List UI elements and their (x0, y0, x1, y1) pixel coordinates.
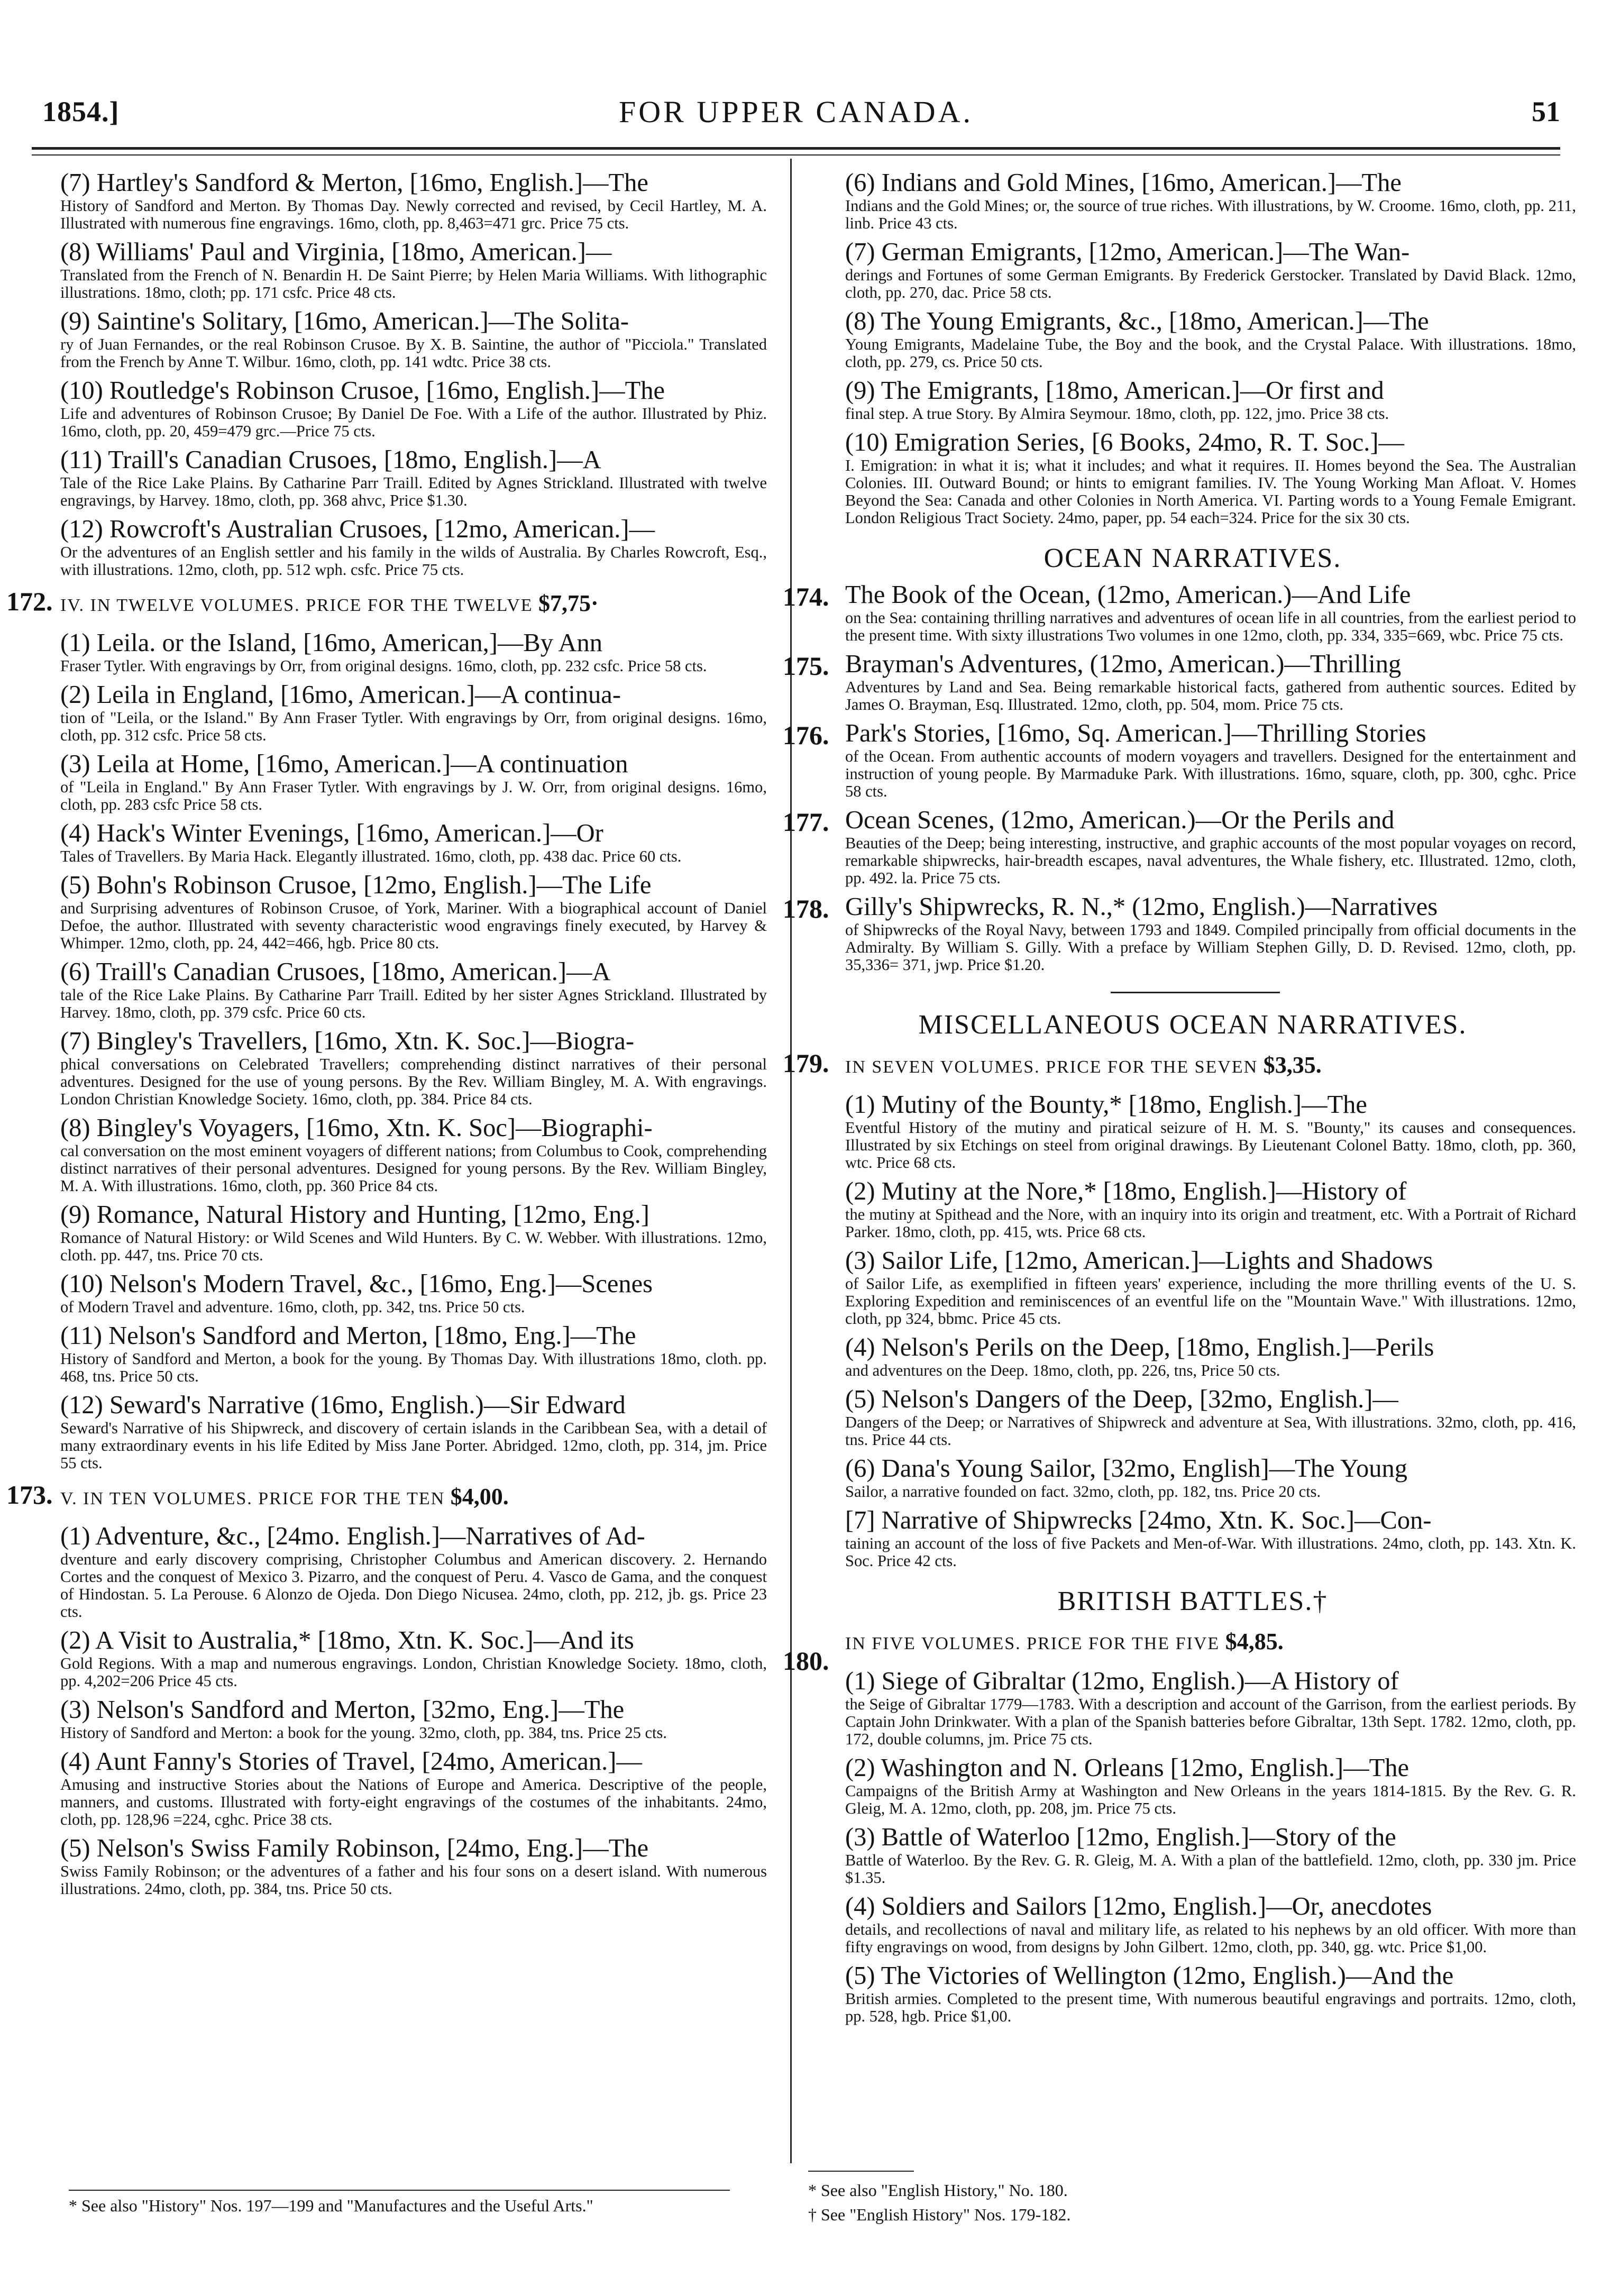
catalog-entry (783, 1892, 1576, 1956)
british-battles-list (783, 1667, 1576, 2025)
entry-description: Sailor, a narrative founded on fact. 32mo, cloth, pp. 182, tns. Price 20 cts. (845, 1483, 1321, 1501)
entry-title: (5) Bohn's Robinson Crusoe, [12mo, English.]—The Life (60, 871, 652, 899)
entry-title: (1) Mutiny of the Bounty,* [18mo, English.]—The (845, 1091, 1367, 1119)
entry-description: derings and Fortunes of some German Emigrants. By Frederick Gerstocker. Translated by David Black. 12mo, cloth, pp. 270, dac. Price 58 cts. (845, 266, 1576, 301)
catalog-entry (16, 307, 767, 371)
catalog-entry (783, 580, 1576, 644)
footnote: † See "English History" Nos. 179-182. (808, 2205, 1071, 2224)
entry-title: Brayman's Adventures, (12mo, American.)—Thrilling (845, 650, 1402, 678)
catalog-entry (16, 957, 767, 1021)
entry-description: Dangers of the Deep; or Narratives of Shipwreck and adventure at Sea, With illustrations. 32mo, cloth, pp. 416, tns. Price 44 cts. (845, 1413, 1576, 1449)
section-number: 179. (783, 1048, 829, 1078)
catalog-entry (16, 1695, 767, 1742)
entry-title: (1) Adventure, &c., [24mo. English.]—Narratives of Ad- (60, 1522, 645, 1550)
entry-description: of Sailor Life, as exemplified in fifteen years' experience, including the more thrilling events of the U. S. Exploring Expedition and reminiscences of an eventful life on the "Mountain Wave." With illustrations. 12mo, cloth, pp 324, bbmc. Price 45 cts. (845, 1275, 1576, 1328)
entry-title: (3) Nelson's Sandford and Merton, [32mo, Eng.]—The (60, 1696, 625, 1724)
catalog-entry (783, 719, 1576, 800)
left-column (6, 168, 767, 1903)
catalog-entry (783, 1506, 1576, 1570)
entry-description: Tales of Travellers. By Maria Hack. Elegantly illustrated. 16mo, cloth, pp. 438 dac. Price 60 cts. (60, 847, 682, 865)
page-number: 51 (1532, 96, 1560, 127)
entry-description: Romance of Natural History: or Wild Scenes and Wild Hunters. By C. W. Webber. With illustrations. 12mo, cloth. pp. 447, tns. Price 70 cts. (60, 1229, 767, 1264)
entry-description: Campaigns of the British Army at Washington and New Orleans in the years 1814-1815. By the Rev. G. R. Gleig, M. A. 12mo, cloth, pp. 208, jm. Price 75 cts. (845, 1782, 1576, 1817)
entry-description: dventure and early discovery comprising, Christopher Columbus and American discovery. 2. Hernando Cortes and the conquest of Mexico 3. Pizarro, and the conquest of Peru. 4. Vasco de Gama, and the conquest of Hindostan. 5. La Perouse. 6 Alonzo de Ojeda. Don Diego Nicusea. 24mo, cloth, pp. 212, jb. gs. Price 23 cts. (60, 1550, 767, 1621)
entry-description: on the Sea: containing thrilling narratives and adventures of ocean life in all countries, from the earliest period to the present time. With sixty illustrations Two volumes in one 12mo, cloth, pp. 334, 335=669, wbc. Price 75 cts. (845, 609, 1576, 644)
right-footnote-rule (808, 2171, 914, 2172)
catalog-entry (783, 1385, 1576, 1449)
entry-description: History of Sandford and Merton. By Thomas Day. Newly corrected and revised, by Cecil Hartley, M. A. Illustrated with numerous fine engravings. 16mo, cloth, pp. 8,463=471 grc. Price 75 cts. (60, 197, 767, 232)
header-rule-thin (32, 154, 1560, 155)
section-172-heading (6, 587, 767, 619)
catalog-entry (783, 892, 1576, 974)
entry-description: of the Ocean. From authentic accounts of modern voyagers and travellers. Designed for the entertainment and instruction of young people. By Marmaduke Park. With illustrations. 16mo, square, cloth, pp. 300, cghc. Price 58 cts. (845, 747, 1576, 800)
section-price: $4,85. (1225, 1629, 1284, 1654)
entry-description: Swiss Family Robinson; or the adventures of a father and his four sons on a desert island. With numerous illustrations. 24mo, cloth, pp. 384, tns. Price 50 cts. (60, 1862, 767, 1898)
misc-ocean-title: MISCELLANEOUS OCEAN NARRATIVES. (918, 1010, 1467, 1040)
page-header (32, 90, 1560, 138)
entry-title: (4) Nelson's Perils on the Deep, [18mo, English.]—Perils (845, 1333, 1434, 1361)
catalog-entry (16, 445, 767, 509)
entry-description: the mutiny at Spithead and the Nore, with an inquiry into its origin and treatment, etc. With a Portrait of Richard Parker. 18mo, cloth, pp. 415, wts. Price 68 cts. (845, 1205, 1576, 1241)
misc-ocean-list (783, 1090, 1576, 1570)
catalog-entry (783, 1177, 1576, 1241)
catalog-entry (16, 237, 767, 301)
catalog-entry (783, 307, 1576, 371)
entry-number: 175. (783, 651, 829, 681)
section-label: IN FIVE VOLUMES. PRICE FOR THE FIVE (845, 1634, 1220, 1653)
entry-title: (12) Rowcroft's Australian Crusoes, [12mo, American.]— (60, 515, 655, 543)
section-173-heading (6, 1480, 767, 1512)
entry-description: Gold Regions. With a map and numerous engravings. London, Christian Knowledge Society. 18mo, cloth, pp. 4,202=206 Price 45 cts. (60, 1654, 767, 1690)
catalog-entry (16, 1269, 767, 1316)
entry-title: (11) Nelson's Sandford and Merton, [18mo, Eng.]—The (60, 1322, 636, 1350)
catalog-entry (783, 1333, 1576, 1379)
entry-description: Eventful History of the mutiny and piratical seizure of H. M. S. "Bounty," its causes and consequences. Illustrated by six Etchings on steel from original drawings. By Lieutenant Colonel Batty. 18mo, cloth, pp. 360, wtc. Price 68 cts. (845, 1119, 1576, 1172)
entry-description: Or the adventures of an English settler and his family in the wilds of Australia. By Charles Rowcroft, Esq., with illustrations. 12mo, cloth, pp. 512 wph. csfc. Price 75 cts. (60, 543, 767, 579)
right-column (783, 168, 1576, 2030)
catalog-entry (16, 628, 767, 675)
entry-description: Adventures by Land and Sea. Being remarkable historical facts, gathered from authentic sources. Edited by James O. Brayman, Esq. Illustrated. 12mo, cloth, pp. 504, mom. Price 75 cts. (845, 678, 1576, 714)
entry-title: (2) A Visit to Australia,* [18mo, Xtn. K. Soc.]—And its (60, 1626, 634, 1654)
entry-description: Battle of Waterloo. By the Rev. G. R. Gleig, M. A. With a plan of the battlefield. 12mo, cloth, pp. 330 jm. Price $1.35. (845, 1851, 1576, 1887)
entry-title: (4) Aunt Fanny's Stories of Travel, [24mo, American.]— (60, 1748, 642, 1776)
catalog-entry (783, 1667, 1576, 1748)
catalog-entry (783, 376, 1576, 423)
entry-title: (6) Traill's Canadian Crusoes, [18mo, American.]—A (60, 958, 611, 986)
entry-description: History of Sandford and Merton, a book for the young. By Thomas Day. With illustrations 18mo, cloth. pp. 468, tns. Price 50 cts. (60, 1350, 767, 1385)
section-label: V. IN TEN VOLUMES. PRICE FOR THE TEN (60, 1489, 445, 1508)
entry-description: Seward's Narrative of his Shipwreck, and discovery of certain islands in the Caribbean Sea, with a detail of many extraordinary events in his life Edited by Miss Jane Porter. Abridged. 12mo, cloth, pp. 314, jm. Price 55 cts. (60, 1419, 767, 1472)
left-block-3 (16, 1522, 767, 1898)
entry-description: Translated from the French of N. Benardin H. De Saint Pierre; by Helen Maria Williams. With lithographic illustrations. 18mo, cloth; pp. 171 csfc. Price 48 cts. (60, 266, 767, 301)
entry-title: (10) Emigration Series, [6 Books, 24mo, R. T. Soc.]— (845, 428, 1405, 456)
catalog-entry (783, 1961, 1576, 2025)
entry-number: 174. (783, 582, 829, 611)
entry-description: History of Sandford and Merton: a book for the young. 32mo, cloth, pp. 384, tns. Price 25 cts. (60, 1724, 667, 1742)
footnote: * See also "English History," No. 180. (808, 2181, 1068, 2200)
catalog-entry (16, 1626, 767, 1690)
entry-title: (3) Battle of Waterloo [12mo, English.]—Story of the (845, 1823, 1396, 1851)
left-footnote-rule (69, 2190, 730, 2191)
section-price: $3,35. (1263, 1052, 1322, 1078)
catalog-entry (783, 237, 1576, 301)
entry-description: I. Emigration: in what it is; what it includes; and what it requires. II. Homes beyond the Sea. The Australian Colonies. III. Outward Bound; or hints to emigrant families. IV. The Young Working Man Afloat. V. Homes Beyond the Sea: Canada and other Colonies in North America. VI. Parting words to a Young Female Emigrant. London Religious Tract Society. 24mo, paper, pp. 54 each=324. Price for the six 30 cts. (845, 456, 1576, 527)
entry-description: Young Emigrants, Madelaine Tube, the Boy and the book, and the Crystal Palace. With illustrations. 18mo, cloth, pp. 279, cs. Price 50 cts. (845, 335, 1576, 371)
catalog-entry (16, 1113, 767, 1195)
entry-title: (7) German Emigrants, [12mo, American.]—The Wan- (845, 238, 1410, 266)
section-number: 180. (783, 1646, 829, 1676)
entry-title: (4) Hack's Winter Evenings, [16mo, American.]—Or (60, 819, 603, 847)
entry-description: of Shipwrecks of the Royal Navy, between 1793 and 1849. Compiled principally from official documents in the Admiralty. By William S. Gilly. With a preface by William Stephen Gilly, D. D. Revised. 12mo, cloth, pp. 35,336= 371, jwp. Price $1.20. (845, 921, 1576, 974)
entry-description: British armies. Completed to the present time, With numerous beautiful engravings and portraits. 12mo, cloth, pp. 528, hgb. Price $1,00. (845, 1990, 1576, 2025)
entry-title: (9) The Emigrants, [18mo, American.]—Or first and (845, 377, 1384, 405)
entry-title: Gilly's Shipwrecks, R. N.,* (12mo, English.)—Narratives (845, 893, 1438, 921)
catalog-entry (783, 428, 1576, 527)
entry-title: Ocean Scenes, (12mo, American.)—Or the Perils and (845, 806, 1395, 834)
catalog-entry (783, 1823, 1576, 1887)
entry-description: Fraser Tytler. With engravings by Orr, from original designs. 16mo, cloth, pp. 232 csfc. Price 58 cts. (60, 657, 707, 675)
catalog-entry (783, 650, 1576, 714)
entry-title: (7) Bingley's Travellers, [16mo, Xtn. K. Soc.]—Biogra- (60, 1027, 635, 1055)
section-divider (1111, 992, 1280, 993)
entry-description: Life and adventures of Robinson Crusoe; By Daniel De Foe. With a Life of the author. Illustrated by Phiz. 16mo, cloth, pp. 20, 459=479 grc.—Price 75 cts. (60, 405, 767, 440)
catalog-entry (16, 1834, 767, 1898)
entry-title: (9) Saintine's Solitary, [16mo, American.]—The Solita- (60, 307, 629, 335)
catalog-entry (16, 871, 767, 952)
entry-description: final step. A true Story. By Almira Seymour. 18mo, cloth, pp. 122, jmo. Price 38 cts. (845, 405, 1389, 423)
entry-title: (10) Nelson's Modern Travel, &c., [16mo, Eng.]—Scenes (60, 1270, 653, 1298)
left-block-1 (16, 168, 767, 579)
entry-title: (6) Dana's Young Sailor, [32mo, English]—The Young (845, 1455, 1408, 1483)
section-price: $7,75· (538, 590, 599, 616)
entry-description: Tale of the Rice Lake Plains. By Catharine Parr Traill. Edited by Agnes Strickland. Illustrated with twelve engravings, by Harvey. 18mo, cloth, pp. 368 ahvc, Price $1.30. (60, 474, 767, 509)
entry-number: 177. (783, 807, 829, 837)
british-battles-title: BRITISH BATTLES.† (1057, 1586, 1328, 1616)
entry-title: (7) Hartley's Sandford & Merton, [16mo, English.]—The (60, 169, 648, 197)
entry-title: (3) Leila at Home, [16mo, American.]—A continuation (60, 750, 628, 778)
entry-title: (4) Soldiers and Sailors [12mo, English.]—Or, anecdotes (845, 1892, 1432, 1920)
right-block-1 (783, 168, 1576, 527)
entry-title: (8) The Young Emigrants, &c., [18mo, American.]—The (845, 307, 1429, 335)
entry-description: and adventures on the Deep. 18mo, cloth, pp. 226, tns, Price 50 cts. (845, 1361, 1280, 1379)
catalog-entry (783, 1454, 1576, 1501)
entry-description: details, and recollections of naval and military life, as related to his nephews by an old officer. With more than fifty engravings on wood, from designs by John Gilbert. 12mo, cloth, pp. 340, gg. wtc. Price $1,00. (845, 1920, 1576, 1956)
entry-title: (2) Mutiny at the Nore,* [18mo, English.]—History of (845, 1177, 1407, 1205)
catalog-entry (783, 806, 1576, 887)
entry-description: phical conversations on Celebrated Travellers; comprehending distinct narratives of their personal adventures. Designed for the use of young persons. By the Rev. William Bingley, M. A. With engravings. London Christian Knowledge Society. 16mo, cloth, pp. 384. Price 84 cts. (60, 1055, 767, 1108)
section-label: IN SEVEN VOLUMES. PRICE FOR THE SEVEN (845, 1057, 1258, 1077)
catalog-entry (16, 1321, 767, 1385)
right-footnotes (808, 2178, 1070, 2227)
section-number: 173. (6, 1480, 53, 1510)
entry-title: (5) Nelson's Dangers of the Deep, [32mo, English.]— (845, 1385, 1398, 1413)
entry-title: (11) Traill's Canadian Crusoes, [18mo, English.]—A (60, 446, 601, 474)
entry-title: (12) Seward's Narrative (16mo, English.)—Sir Edward (60, 1391, 626, 1419)
catalog-entry (16, 1027, 767, 1108)
entry-description: Beauties of the Deep; being interesting, instructive, and graphic accounts of the most popular voyages on record, remarkable shipwrecks, hair-breadth escapes, naval adventures, the Whale fishery, etc. Illustrated. 12mo, cloth, pp. 492. la. Price 75 cts. (845, 834, 1576, 887)
entry-description: Amusing and instructive Stories about the Nations of Europe and America. Descriptive of the people, manners, and customs. Illustrated with forty-eight engravings of the costumes of the inhabitants. 24mo, cloth, pp. 128,96 =224, cghc. Price 38 cts. (60, 1776, 767, 1828)
entry-description: taining an account of the loss of five Packets and Men-of-War. With illustrations. 24mo, cloth, pp. 143. Xtn. K. Soc. Price 42 cts. (845, 1534, 1576, 1570)
entry-title: (1) Siege of Gibraltar (12mo, English.)—A History of (845, 1667, 1399, 1695)
catalog-entry (16, 515, 767, 579)
left-footnote: * See also "History" Nos. 197—199 and "Manufactures and the Useful Arts." (69, 2196, 593, 2215)
section-number: 172. (6, 587, 53, 616)
entry-title: (8) Williams' Paul and Virginia, [18mo, American.]— (60, 238, 612, 266)
catalog-entry (16, 376, 767, 440)
entry-title: (1) Leila. or the Island, [16mo, American,]—By Ann (60, 629, 602, 657)
catalog-entry (16, 1391, 767, 1472)
catalog-entry (16, 819, 767, 865)
entry-description: tale of the Rice Lake Plains. By Catharine Parr Traill. Edited by her sister Agnes Strickland. Illustrated by Harvey. 18mo, cloth, pp. 379 csfc. Price 60 cts. (60, 986, 767, 1021)
entry-description: cal conversation on the most eminent voyagers of different nations; from Columbus to Cook, comprehending distinct narratives of their personal adventures. Designed for young persons. By the Rev. William Bingley, M. A. With illustrations. 16mo, cloth, pp. 360 Price 84 cts. (60, 1142, 767, 1195)
catalog-entry (783, 1246, 1576, 1328)
entry-title: (9) Romance, Natural History and Hunting, [12mo, Eng.] (60, 1201, 649, 1229)
catalog-entry (16, 1522, 767, 1621)
catalog-entry (783, 1753, 1576, 1817)
catalog-entry (16, 168, 767, 232)
entry-title: (10) Routledge's Robinson Crusoe, [16mo, English.]—The (60, 377, 665, 405)
catalog-entry (16, 680, 767, 744)
ocean-narratives-list (783, 580, 1576, 974)
entry-description: ry of Juan Fernandes, or the real Robinson Crusoe. By X. B. Saintine, the author of "Picciola." Translated from the French by Anne T. Wilbur. 16mo, cloth, pp. 141 wdtc. Price 38 cts. (60, 335, 767, 371)
entry-description: of "Leila in England." By Ann Fraser Tytler. With engravings by J. W. Orr, from original designs. 16mo, cloth, pp. 283 csfc Price 58 cts. (60, 778, 767, 813)
entry-description: Indians and the Gold Mines; or, the source of true riches. With illustrations, by W. Croome. 16mo, cloth, pp. 211, linb. Price 43 cts. (845, 197, 1576, 232)
catalog-entry (16, 749, 767, 813)
section-label: IV. IN TWELVE VOLUMES. PRICE FOR THE TWELVE (60, 596, 533, 615)
entry-number: 176. (783, 720, 829, 750)
entry-description: of Modern Travel and adventure. 16mo, cloth, pp. 342, tns. Price 50 cts. (60, 1298, 525, 1316)
entry-number: 178. (783, 894, 829, 923)
catalog-entry (16, 1200, 767, 1264)
entry-title: [7] Narrative of Shipwrecks [24mo, Xtn. K. Soc.]—Con- (845, 1506, 1432, 1534)
entry-title: (5) Nelson's Swiss Family Robinson, [24mo, Eng.]—The (60, 1834, 649, 1862)
entry-title: (5) The Victories of Wellington (12mo, English.)—And the (845, 1962, 1454, 1990)
entry-description: the Seige of Gibraltar 1779—1783. With a description and account of the Garrison, from the earliest periods. By Captain John Drinkwater. With a plan of the Spanish batteries before Gibraltar, 13th Sept. 1782. 12mo, cloth, pp. 172, double columns, jm. Price 75 cts. (845, 1695, 1576, 1748)
header-year: 1854.] (42, 96, 120, 127)
entry-title: Park's Stories, [16mo, Sq. American.]—Thrilling Stories (845, 719, 1426, 747)
entry-title: (3) Sailor Life, [12mo, American.]—Lights and Shadows (845, 1247, 1433, 1275)
section-price: $4,00. (450, 1484, 509, 1510)
section-179-heading (783, 1048, 1576, 1081)
left-block-2 (16, 628, 767, 1472)
catalog-entry (16, 1747, 767, 1828)
entry-title: (2) Leila in England, [16mo, American.]—A continua- (60, 681, 621, 709)
catalog-entry (783, 168, 1576, 232)
catalog-entry (783, 1090, 1576, 1172)
header-title: FOR UPPER CANADA. (619, 95, 973, 129)
ocean-narratives-title: OCEAN NARRATIVES. (1043, 543, 1342, 573)
entry-title: (6) Indians and Gold Mines, [16mo, American.]—The (845, 169, 1402, 197)
entry-title: The Book of the Ocean, (12mo, American.)—And Life (845, 581, 1411, 609)
header-rule (32, 147, 1560, 150)
entry-description: and Surprising adventures of Robinson Crusoe, of York, Mariner. With a biographical account of Daniel Defoe, the author. Illustrated with seventy characteristic wood engravings finely executed, by Harvey & Whimper. 12mo, cloth, pp. 24, 442=466, hgb. Price 80 cts. (60, 899, 767, 952)
entry-title: (2) Washington and N. Orleans [12mo, English.]—The (845, 1754, 1409, 1782)
entry-title: (8) Bingley's Voyagers, [16mo, Xtn. K. Soc]—Biographi- (60, 1114, 653, 1142)
section-180-heading (783, 1629, 1576, 1676)
entry-description: tion of "Leila, or the Island." By Ann Fraser Tytler. With engravings by Orr, from original designs. 16mo, cloth, pp. 312 csfc. Price 58 cts. (60, 709, 767, 744)
